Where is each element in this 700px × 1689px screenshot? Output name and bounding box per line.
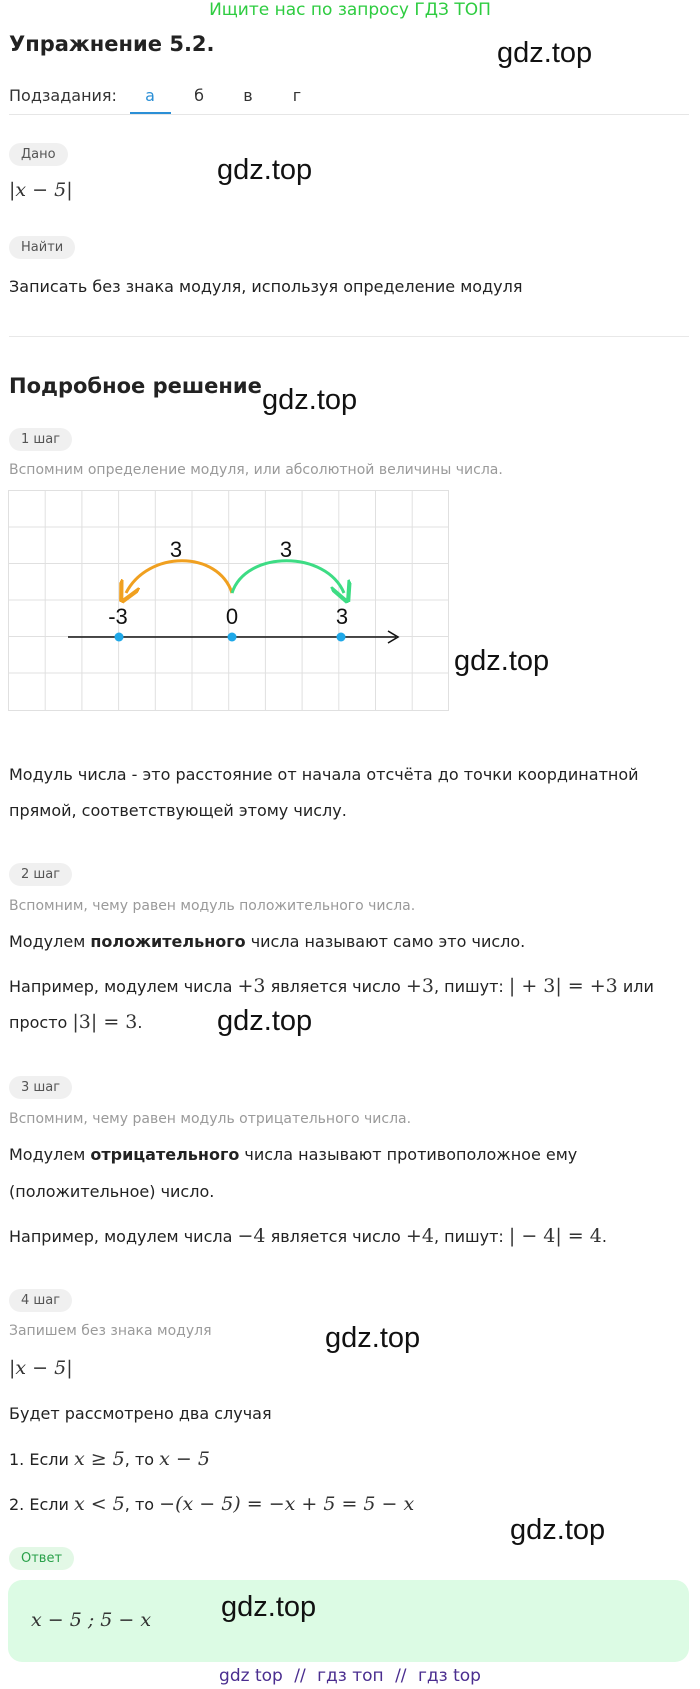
watermark: gdz.top xyxy=(325,1322,421,1354)
watermark: gdz.top xyxy=(497,37,593,69)
watermark: gdz.top xyxy=(510,1514,606,1546)
point-label-3: 3 xyxy=(335,604,349,629)
tab-v[interactable]: в xyxy=(243,86,253,105)
point-label-minus3: -3 xyxy=(108,604,128,629)
step1-text-line1: Модуль числа - это расстояние от начала отсчёта до точки координатной xyxy=(9,765,639,784)
watermark: gdz.top xyxy=(217,154,313,186)
section-divider xyxy=(9,336,689,337)
find-text: Записать без знака модуля, используя определение модуля xyxy=(9,277,523,296)
watermark: gdz.top xyxy=(221,1591,317,1623)
footer-link-gdz-top-mixed[interactable]: гдз top xyxy=(417,1666,481,1686)
tabs-divider xyxy=(9,114,689,115)
case-1: 1. Если x ≥ 5, то x − 5 xyxy=(9,1448,210,1470)
step2-example-line1: Например, модулем числа +3 является число +3, пишут: | + 3| = +3 или xyxy=(9,975,654,997)
solution-title: Подробное решение xyxy=(9,374,262,398)
step2-example-line2: просто |3| = 3. xyxy=(9,1011,143,1033)
answer-expression: x − 5 ; 5 − x xyxy=(31,1609,152,1631)
step3-definition-line2: (положительное) число. xyxy=(9,1182,215,1201)
exercise-title: Упражнение 5.2. xyxy=(9,32,215,56)
step2-badge: 2 шаг xyxy=(9,863,72,886)
given-badge: Дано xyxy=(9,143,68,166)
point-3 xyxy=(337,633,346,642)
point-0 xyxy=(228,633,237,642)
number-line-figure xyxy=(8,490,449,711)
footer-links xyxy=(0,1666,700,1686)
footer-link-gdz-top[interactable]: gdz top xyxy=(219,1666,283,1686)
step3-hint: Вспомним, чему равен модуль отрицательного числа. xyxy=(9,1111,412,1127)
tab-g[interactable]: г xyxy=(292,86,302,105)
step1-badge: 1 шаг xyxy=(9,428,72,451)
given-expression: |x − 5| xyxy=(9,179,73,201)
step4-hint: Запишем без знака модуля xyxy=(9,1323,212,1339)
watermark: gdz.top xyxy=(262,384,358,416)
point-minus3 xyxy=(115,633,124,642)
step3-badge: 3 шаг xyxy=(9,1076,72,1099)
step1-text-line2: прямой, соответствующей этому числу. xyxy=(9,801,347,820)
step1-hint: Вспомним определение модуля, или абсолютной величины числа. xyxy=(9,462,503,478)
grid xyxy=(8,490,449,711)
footer-separator: // xyxy=(395,1666,407,1686)
watermark: gdz.top xyxy=(217,1005,313,1037)
top-search-link[interactable]: Ищите нас по запросу ГДЗ ТОП xyxy=(209,0,491,20)
step4-badge: 4 шаг xyxy=(9,1289,72,1312)
footer-link-gdz-top-ru[interactable]: гдз топ xyxy=(317,1666,384,1686)
right-arc xyxy=(232,561,344,593)
step3-example: Например, модулем числа −4 является число +4, пишут: | − 4| = 4. xyxy=(9,1225,607,1247)
step3-definition: Модулем отрицательного числа называют противоположное ему xyxy=(9,1145,578,1164)
left-arc xyxy=(126,561,232,593)
footer-separator: // xyxy=(294,1666,306,1686)
find-badge: Найти xyxy=(9,236,75,259)
point-label-0: 0 xyxy=(225,604,239,629)
tab-b[interactable]: б xyxy=(194,86,204,105)
case-2: 2. Если x < 5, то −(x − 5) = −x + 5 = 5 − x xyxy=(9,1493,415,1515)
step2-hint: Вспомним, чему равен модуль положительного числа. xyxy=(9,898,416,914)
tab-a[interactable]: а xyxy=(145,86,155,105)
answer-badge: Ответ xyxy=(9,1547,74,1570)
subtasks-label: Подзадания: xyxy=(9,86,117,105)
left-arc-label: 3 xyxy=(169,537,183,562)
watermark: gdz.top xyxy=(454,645,550,677)
step4-expression: |x − 5| xyxy=(9,1357,73,1379)
step2-definition: Модулем положительного числа называют само это число. xyxy=(9,932,526,951)
right-arc-label: 3 xyxy=(279,537,293,562)
cases-intro: Будет рассмотрено два случая xyxy=(9,1404,272,1423)
